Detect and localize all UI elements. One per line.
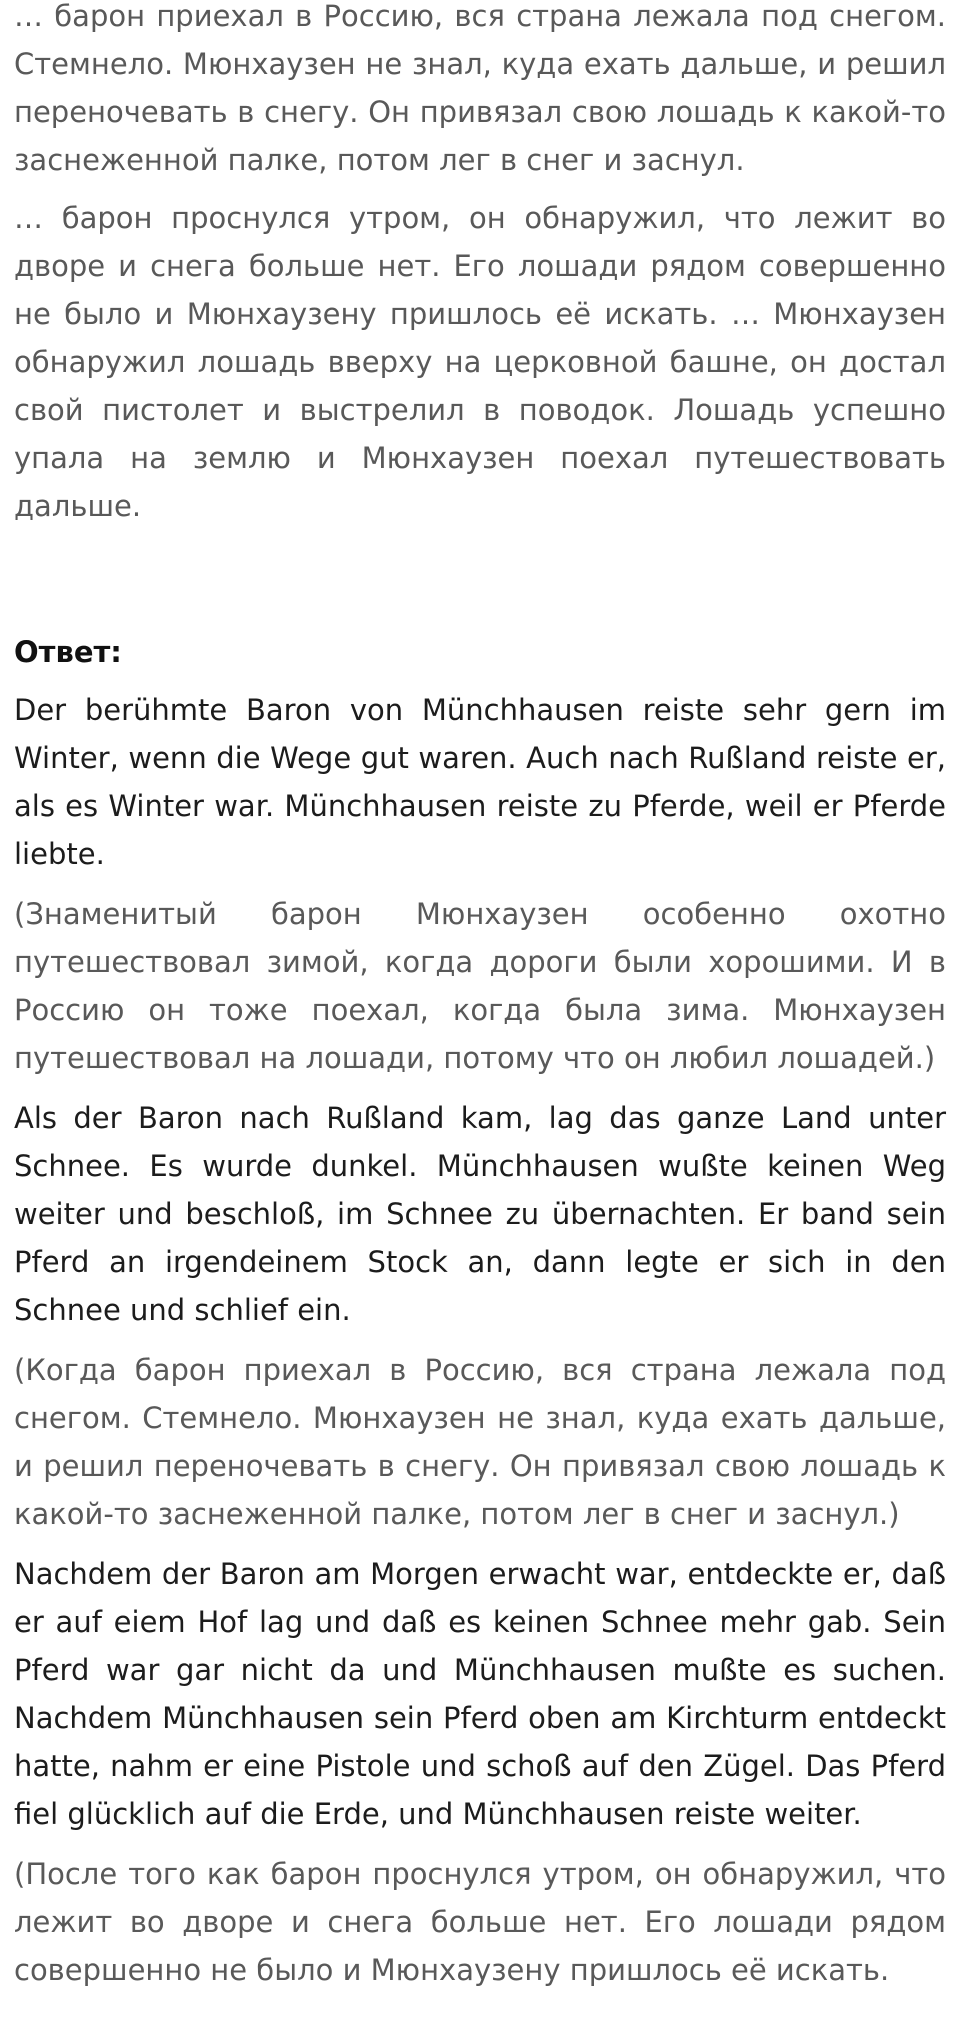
russian-paragraph: … барон приехал в Россию, вся страна лежала под снегом. Стемнело. Мюнхаузен не знал, куда ехать дальше, и решил переночевать в снегу. Он привязал свою лошадь к какой-то заснеженной палке, потом лег в снег и заснул. [14,0,946,177]
document-page [14,0,946,1994]
russian-paragraph: … барон проснулся утром, он обнаружил, что лежит во дворе и снега больше нет. Его лошади рядом совершенно не было и Мюнхаузену пришлось её искать. … Мюнхаузен обнаружил лошадь вверху на церковной башне, он достал свой пистолет и выстрелил в поводок. Лошадь успешно упала на землю и Мюнхаузен поехал путешествовать дальше. [14,201,946,523]
german-paragraph: Als der Baron nach Rußland kam, lag das ganze Land unter Schnee. Es wurde dunkel. Münchhausen wußte keinen Weg weiter und beschloß, im Schnee zu übernachten. Er band sein Pferd an irgendeinem Stock an, dann legte er sich in den Schnee und schlief ein. [14,1101,946,1327]
answer-label: Ответ: [14,635,122,669]
russian-translation-paragraph: (Когда барон приехал в Россию, вся страна лежала под снегом. Стемнело. Мюнхаузен не знал, куда ехать дальше, и решил переночевать в снегу. Он привязал свою лошадь к какой-то заснеженной палке, потом лег в снег и заснул.) [14,1353,946,1531]
russian-translation-paragraph: (Знаменитый барон Мюнхаузен особенно охотно путешествовал зимой, когда дороги были хорошими. И в Россию он тоже поехал, когда была зима. Мюнхаузен путешествовал на лошади, потому что он любил лошадей.) [14,897,946,1075]
russian-translation-paragraph: (После того как барон проснулся утром, он обнаружил, что лежит во дворе и снега больше нет. Его лошади рядом совершенно не было и Мюнхаузену пришлось её искать. [14,1857,946,1987]
german-paragraph: Nachdem der Baron am Morgen erwacht war, entdeckte er, daß er auf eiem Hof lag und daß es keinen Schnee mehr gab. Sein Pferd war gar nicht da und Münchhausen mußte es suchen. Nachdem Münchhausen sein Pferd oben am Kirchturm entdeckt hatte, nahm er eine Pistole und schoß auf den Zügel. Das Pferd fiel glücklich auf die Erde, und Münchhausen reiste weiter. [14,1557,946,1831]
german-paragraph: Der berühmte Baron von Münchhausen reiste sehr gern im Winter, wenn die Wege gut waren. Auch nach Rußland reiste er, als es Winter war. Münchhausen reiste zu Pferde, weil er Pferde liebte. [14,693,946,871]
